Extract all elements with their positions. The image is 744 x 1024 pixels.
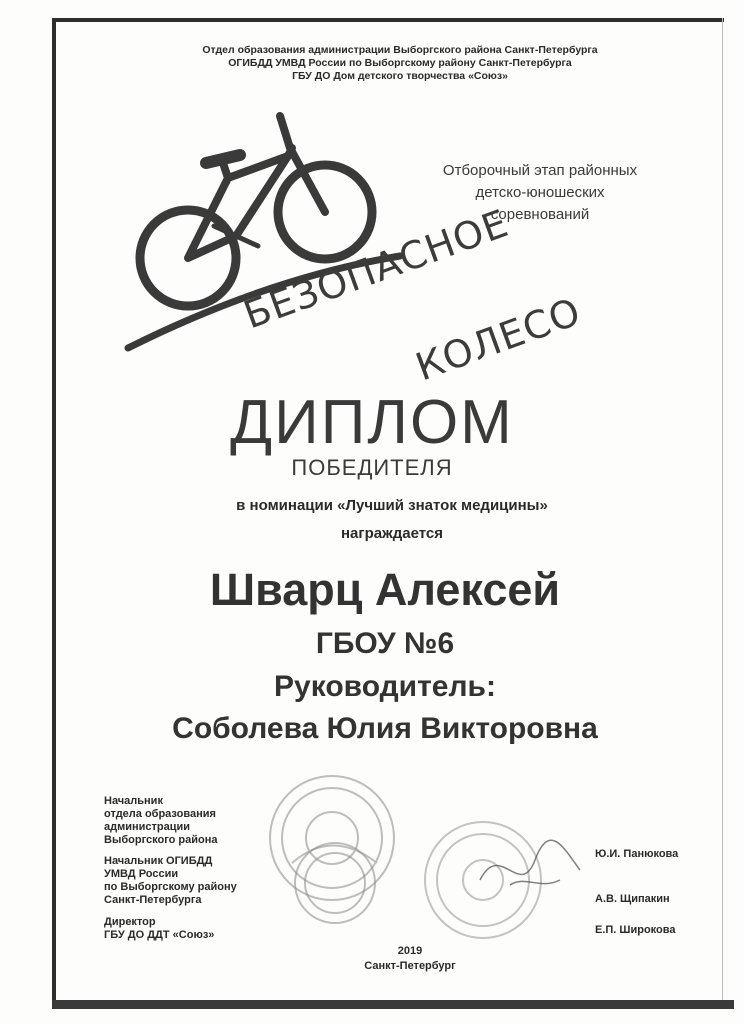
event-line-2: детско-юношеских xyxy=(475,184,605,201)
header-line-1: Отдел образования администрации Выборгского района Санкт-Петербурга xyxy=(202,44,598,56)
signatory-name-1: Ю.И. Панюкова xyxy=(595,848,679,860)
signatory-1-line-1: Начальник xyxy=(104,795,163,807)
handwritten-signature xyxy=(470,830,590,910)
signatory-3-line-2: ГБУ ДО ДДТ «Союз» xyxy=(104,929,215,941)
signatory-2-line-4: Санкт-Петербурга xyxy=(104,894,202,906)
signatory-block-3 xyxy=(104,916,214,942)
signatory-2-line-1: Начальник ОГИБДД xyxy=(104,855,213,867)
signatory-2-line-2: УМВД России xyxy=(104,868,179,880)
signatory-2-line-3: по Выборгскому району xyxy=(104,881,237,893)
signatory-block-1 xyxy=(104,795,218,847)
header-line-2: ОГИБДД УМВД России по Выборгскому району Санкт-Петербурга xyxy=(228,57,572,69)
event-description xyxy=(405,160,675,226)
signatory-1-line-2: отдела образования xyxy=(104,808,216,820)
slogan-word-1: БЕЗОПАСНОЕ xyxy=(238,200,515,338)
event-line-3: соревнований xyxy=(490,206,590,223)
leader-label: Руководитель: xyxy=(274,670,496,703)
awarded-text: награждается xyxy=(340,525,444,542)
school-name: ГБОУ №6 xyxy=(315,627,455,660)
diploma-subtitle: ПОБЕДИТЕЛЯ xyxy=(291,455,453,480)
header-organizations xyxy=(120,44,680,83)
official-stamp-small xyxy=(290,838,380,928)
signatory-block-2 xyxy=(104,855,237,907)
signatory-name-2: А.В. Щипакин xyxy=(595,893,670,905)
diploma-title: ДИПЛОМ xyxy=(230,388,514,457)
winner-name: Шварц Алексей xyxy=(209,564,561,615)
signatory-1-line-4: Выборгского района xyxy=(104,834,218,846)
signatory-name-3: Е.П. Широкова xyxy=(595,924,676,936)
nomination-text: в номинации «Лучший знаток медицины» xyxy=(236,497,548,514)
event-line-1: Отборочный этап районных xyxy=(442,162,638,179)
leader-name: Соболева Юлия Викторовна xyxy=(172,712,598,745)
header-line-3: ГБУ ДО Дом детского творчества «Союз» xyxy=(292,70,508,82)
footer-city: Санкт-Петербург xyxy=(364,960,456,972)
frame-bottom-border xyxy=(52,1000,734,1009)
signatory-3-line-1: Директор xyxy=(104,916,156,928)
footer-year: 2019 xyxy=(397,945,423,957)
slogan-word-2: КОЛЕСО xyxy=(410,289,587,390)
signatory-1-line-3: администрации xyxy=(104,821,191,833)
frame-top-border xyxy=(52,18,724,22)
